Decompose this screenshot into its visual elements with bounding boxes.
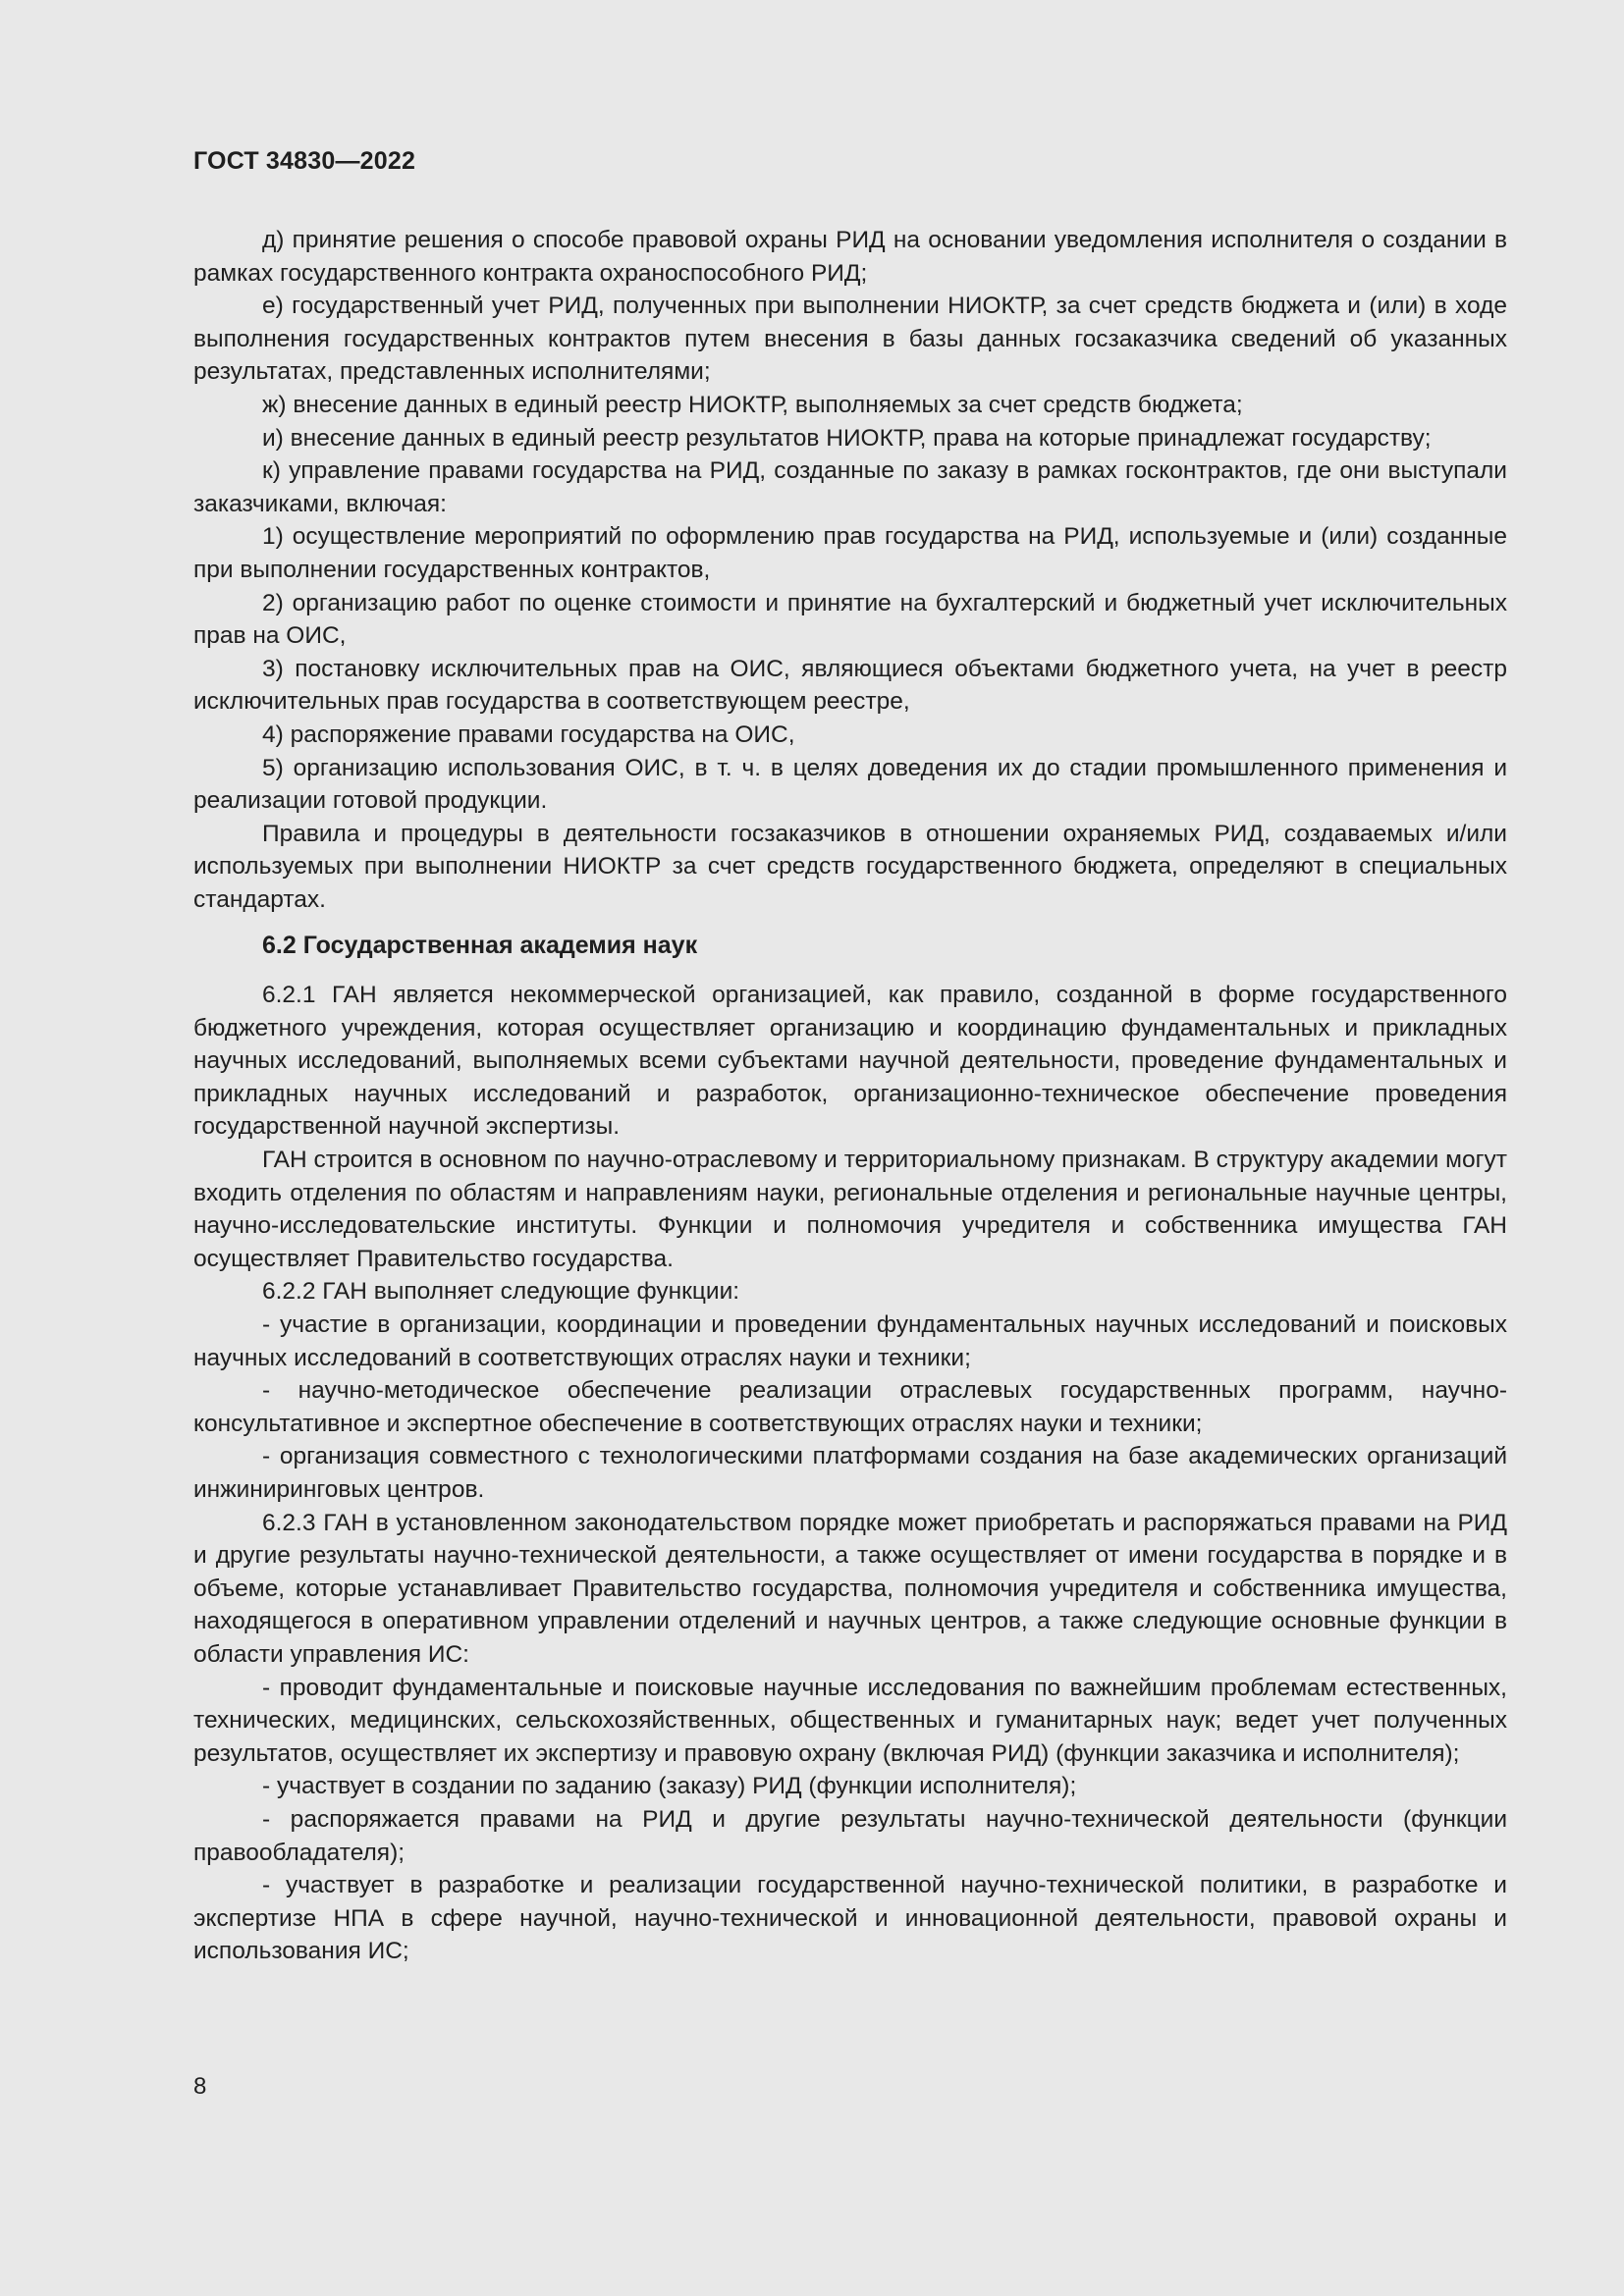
paragraph: 5) организацию использования ОИС, в т. ч. в целях доведения их до стадии промышленного применения и реализации готовой продукции.: [193, 754, 1507, 815]
paragraph: 6.2.3 ГАН в установленном законодательством порядке может приобретать и распоряжаться правами на РИД и другие результаты научно-технической деятельности, а также осуществляет от имени государства в порядке и в объеме, которые устанавливает Правительство государства, полномочия учредителя и собственника имущества, находящегося в оперативном управлении отделений и научных центров, а также следующие основные функции в области управления ИС:: [193, 1509, 1507, 1668]
paragraph: 1) осуществление мероприятий по оформлению прав государства на РИД, используемые и (или) созданные при выполнении государственных контрактов,: [193, 523, 1507, 583]
section-heading: 6.2 Государственная академия наук: [262, 932, 698, 960]
page-number: 8: [193, 2073, 207, 2100]
paragraph: е) государственный учет РИД, полученных при выполнении НИОКТР, за счет средств бюджета и (или) в ходе выполнения государственных контрактов путем внесения в базы данных госзаказчика сведений об указанных результатах, представленных исполнителями;: [193, 293, 1507, 386]
paragraph: ж) внесение данных в единый реестр НИОКТР, выполняемых за счет средств бюджета;: [262, 391, 1243, 418]
paragraph: д) принятие решения о способе правовой охраны РИД на основании уведомления исполнителя о создании в рамках государственного контракта охраноспособного РИД;: [193, 227, 1507, 287]
paragraph: 4) распоряжение правами государства на ОИС,: [262, 721, 795, 748]
paragraph: - организация совместного с технологическими платформами создания на базе академических организаций инжиниринговых центров.: [193, 1443, 1507, 1503]
document-header: ГОСТ 34830—2022: [193, 147, 416, 175]
paragraph: - проводит фундаментальные и поисковые научные исследования по важнейшим проблемам естественных, технических, медицинских, сельскохозяйственных, общественных и гуманитарных наук; ведет учет полученных результатов, осуществляет их экспертизу и правовую охрану (включая РИД) (функции заказчика и исполнителя);: [193, 1674, 1507, 1767]
paragraph: - научно-методическое обеспечение реализации отраслевых государственных программ, научно-консультативное и экспертное обеспечение в соответствующих отраслях науки и техники;: [193, 1377, 1507, 1437]
paragraph: - участвует в разработке и реализации государственной научно-технической политики, в разработке и экспертизе НПА в сфере научной, научно-технической и инновационной деятельности, правовой охраны и использования ИС;: [193, 1872, 1507, 1965]
paragraph: - распоряжается правами на РИД и другие результаты научно-технической деятельности (функции правообладателя);: [193, 1805, 1507, 1866]
paragraph: ГАН строится в основном по научно-отраслевому и территориальному признакам. В структуру академии могут входить отделения по областям и направлениям науки, региональные отделения и региональные научные центры, научно-исследовательские институты. Функции и полномочия учредителя и собственника имущества ГАН осуществляет Правительство государства.: [193, 1147, 1507, 1272]
paragraph: 6.2.2 ГАН выполняет следующие функции:: [262, 1278, 740, 1306]
paragraph: к) управление правами государства на РИД, созданные по заказу в рамках госконтрактов, где они выступали заказчиками, включая:: [193, 457, 1507, 517]
paragraph: Правила и процедуры в деятельности госзаказчиков в отношении охраняемых РИД, создаваемых и/или используемых при выполнении НИОКТР за счет средств государственного бюджета, определяют в специальных стандартах.: [193, 820, 1507, 913]
paragraph: - участвует в создании по заданию (заказу) РИД (функции исполнителя);: [262, 1773, 1077, 1800]
paragraph: и) внесение данных в единый реестр результатов НИОКТР, права на которые принадлежат государству;: [262, 424, 1432, 452]
paragraph: 6.2.1 ГАН является некоммерческой организацией, как правило, созданной в форме государственного бюджетного учреждения, которая осуществляет организацию и координацию фундаментальных и прикладных научных исследований, выполняемых всеми субъектами научной деятельности, проведение фундаментальных и прикладных научных исследований и разработок, организационно-техническое обеспечение проведения государственной научной экспертизы.: [193, 982, 1507, 1141]
paragraph: 2) организацию работ по оценке стоимости и принятие на бухгалтерский и бюджетный учет исключительных прав на ОИС,: [193, 589, 1507, 650]
document-body: [193, 224, 1507, 1968]
paragraph: 3) постановку исключительных прав на ОИС, являющиеся объектами бюджетного учета, на учет в реестр исключительных прав государства в соответствующем реестре,: [193, 655, 1507, 716]
paragraph: - участие в организации, координации и проведении фундаментальных научных исследований и поисковых научных исследований в соответствующих отраслях науки и техники;: [193, 1311, 1507, 1371]
